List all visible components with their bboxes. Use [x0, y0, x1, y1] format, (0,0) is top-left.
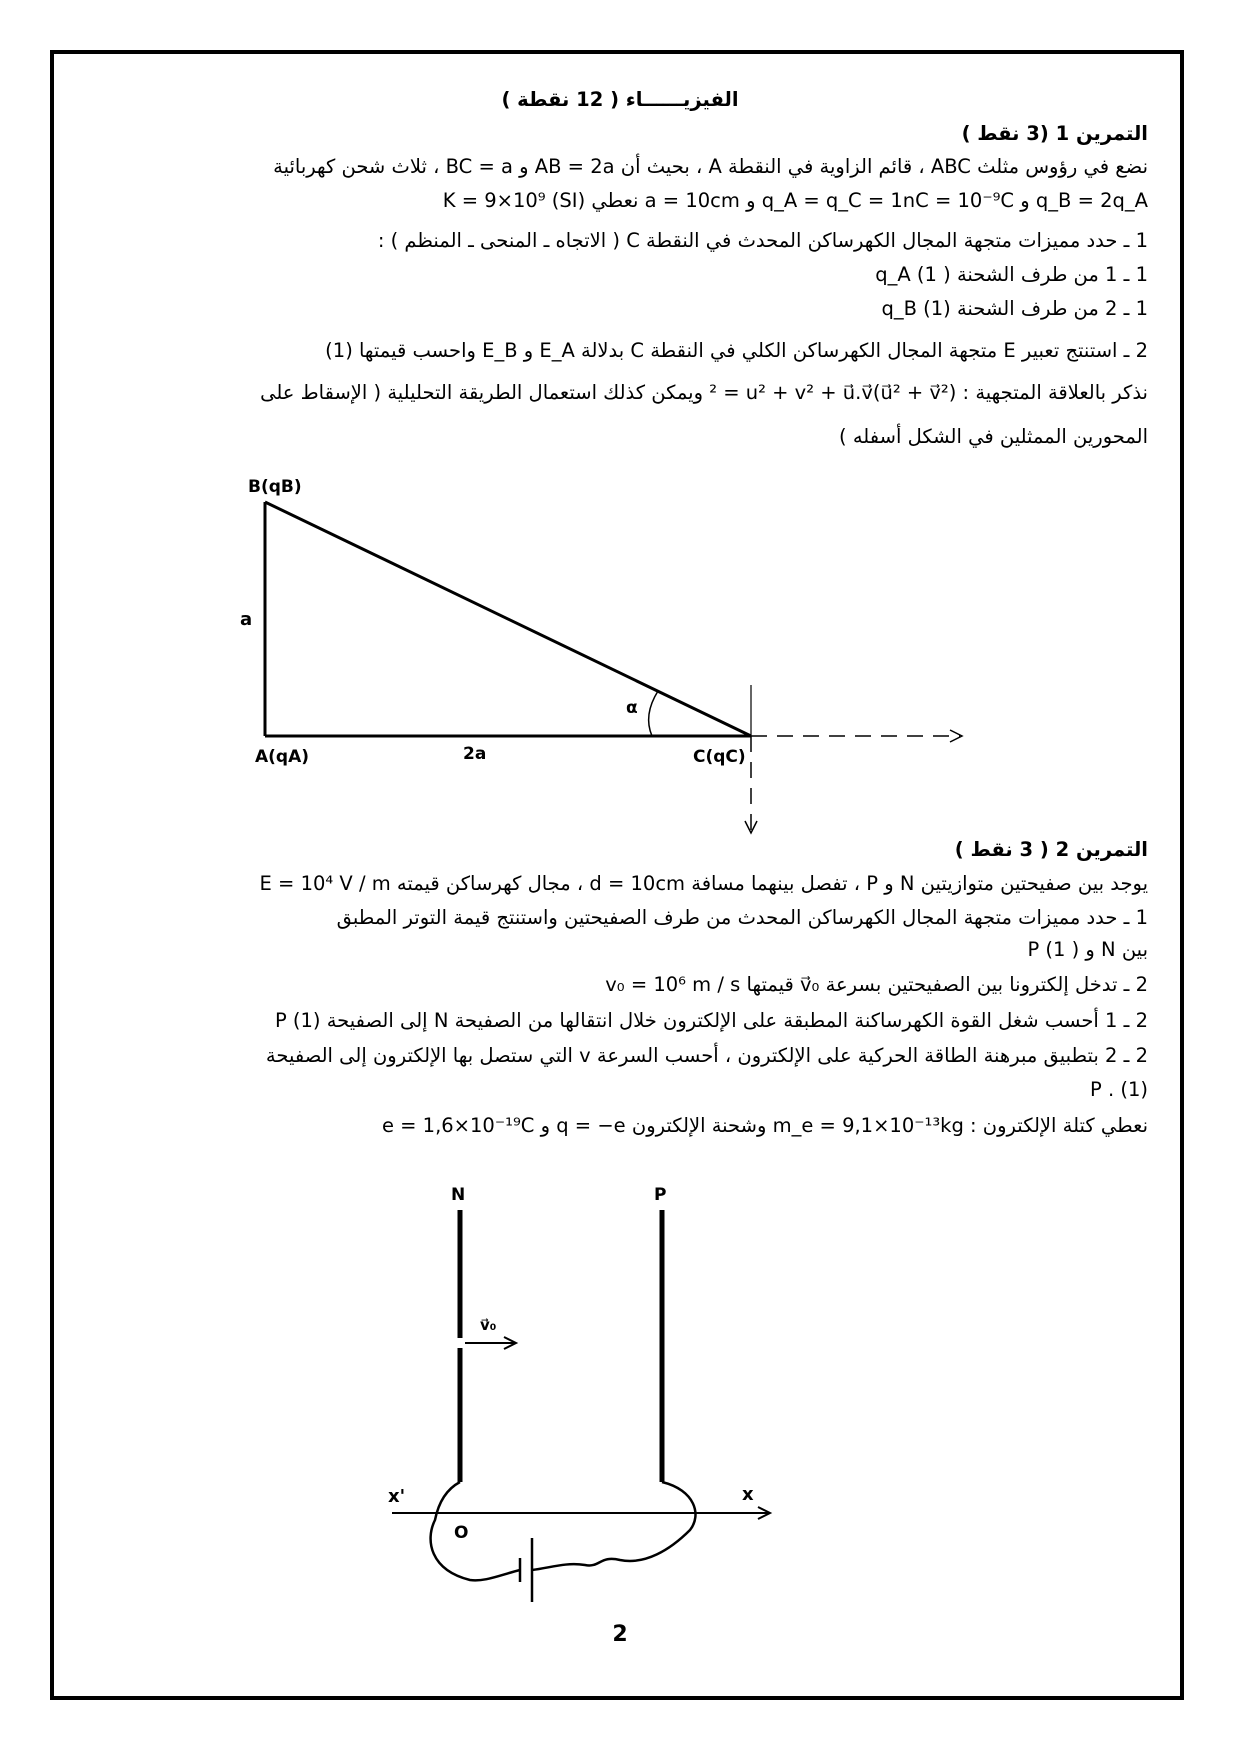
plates-figure [380, 1170, 800, 1610]
label-c: C(qC) [693, 747, 746, 767]
exercise2-q2-1: 2 ـ 1 أحسب شغل القوة الكهرساكنة المطبقة على الإلكترون خلال انتقالها من الصفيحة N إلى الصفيحة P (1) [274, 1009, 1148, 1032]
exercise2-title: التمرين 2 ( 3 نقط ) [954, 838, 1148, 861]
label-v0: v⃗₀ [480, 1316, 497, 1334]
exercise2-q2-2b: P . (1) [1090, 1078, 1148, 1101]
exercise1-title: التمرين 1 (3 نقط ) [961, 122, 1148, 145]
exercise2-line1: يوجد بين صفيحتين متوازيتين N و P ، تفصل بينهما مسافة d = 10cm ، مجال كهرساكن قيمته E = 10⁴ V / m [259, 872, 1148, 895]
label-a-point: A(qA) [255, 747, 310, 767]
alpha-arc [649, 691, 658, 736]
wire-right [532, 1482, 695, 1570]
label-2a: 2a [463, 744, 487, 764]
exercise1-q1-2: 1 ـ 2 من طرف الشحنة q_B (1) [881, 297, 1148, 320]
exercise1-line1: نضع في رؤوس مثلث ABC ، قائم الزاوية في النقطة A ، بحيث أن AB = 2a و BC = a ، ثلاث شحن كهربائية [273, 155, 1148, 178]
exercise2-q2-2: 2 ـ 2 بتطبيق مبرهنة الطاقة الحركية على الإلكترون ، أحسب السرعة v التي ستصل بها الإلكترون إلى الصفيحة [265, 1044, 1148, 1067]
label-a-side: a [240, 609, 253, 630]
exercise2-q2: 2 ـ تدخل إلكترونا بين الصفيحتين بسرعة v⃗₀ قيمتها v₀ = 10⁶ m / s [605, 973, 1148, 996]
triangle-figure [220, 465, 980, 845]
exercise1-q2-note2: المحورين الممثلين في الشكل أسفله ) [839, 425, 1148, 448]
label-n: N [451, 1185, 466, 1205]
wire-left [431, 1482, 520, 1580]
exercise2-q1b: بين N و P (1 ) [1027, 938, 1148, 961]
side-bc [265, 502, 751, 736]
exercise1-q1: 1 ـ حدد مميزات متجهة المجال الكهرساكن المحدث في النقطة C ( الاتجاه ـ المنحى ـ المنظم ) : [377, 229, 1148, 252]
exercise1-q2: 2 ـ استنتج تعبير E متجهة المجال الكهرساكن الكلي في النقطة C بدلالة E_A و E_B واحسب قيمتها (1) [325, 339, 1148, 362]
exercise1-q2-note1: نذكر بالعلاقة المتجهية : (u⃗² + v⃗²)² = u² + v² + u⃗.v⃗ ويمكن كذلك استعمال الطريقة التحليلية ( الإسقاط على [260, 381, 1148, 404]
label-b: B(qB) [248, 477, 302, 497]
label-alpha: α [626, 698, 638, 718]
exercise1-line2: q_B = 2q_A و q_A = q_C = 1nC = 10⁻⁹C و a = 10cm نعطي (SI) K = 9×10⁹ [442, 189, 1148, 212]
label-o: O [454, 1523, 469, 1543]
section-title: الفيزيــــــاء ( 12 نقطة ) [501, 88, 739, 111]
exercise2-data: نعطي كتلة الإلكترون : m_e = 9,1×10⁻¹³kg وشحنة الإلكترون q = −e و e = 1,6×10⁻¹⁹C [381, 1114, 1148, 1137]
label-p: P [654, 1185, 667, 1205]
page-number: 2 [612, 1622, 628, 1647]
label-x-prime: x' [388, 1486, 406, 1507]
label-x: x [742, 1484, 754, 1505]
exercise1-q1-1: 1 ـ 1 من طرف الشحنة q_A (1 ) [875, 263, 1148, 286]
exercise2-q1: 1 ـ حدد مميزات متجهة المجال الكهرساكن المحدث من طرف الصفيحتين واستنتج قيمة التوتر المطبق [336, 906, 1148, 929]
x-axis-arrowhead [950, 730, 962, 742]
